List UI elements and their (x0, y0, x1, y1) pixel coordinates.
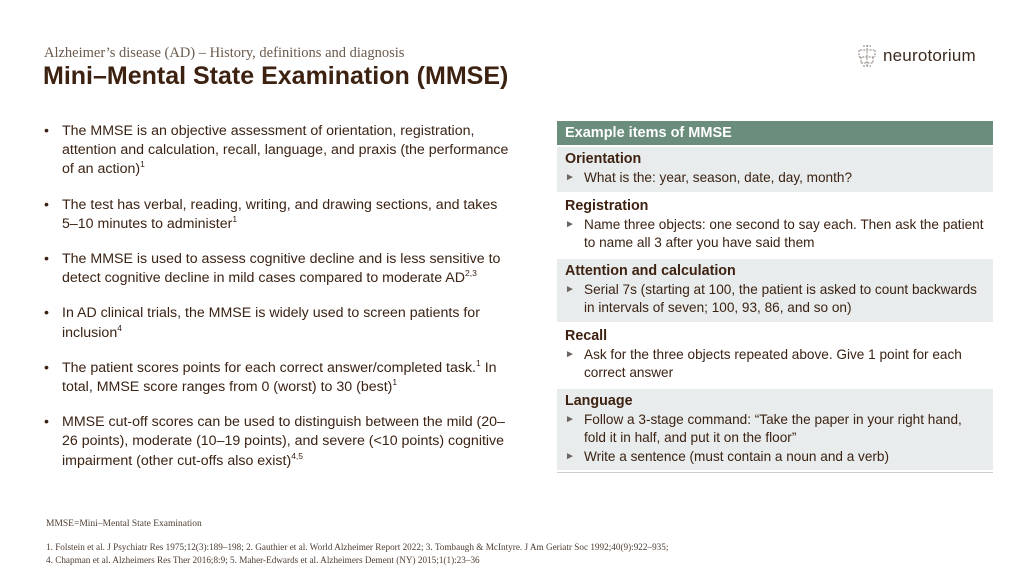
citation: 1 (140, 159, 145, 170)
section-item (565, 411, 985, 448)
bullet-list (44, 122, 514, 487)
bullet-item (44, 196, 514, 234)
bullet-item (44, 250, 514, 288)
section-title: Language (565, 392, 633, 409)
slide-subtitle: Alzheimer’s disease (AD) – History, definitions and diagnosis (44, 45, 405, 61)
bullet-glyph: • (44, 251, 49, 268)
table-section-registration (557, 194, 993, 259)
section-title: Orientation (565, 151, 642, 167)
citation: 1 (392, 377, 398, 388)
bullet-item (44, 122, 514, 180)
arrow-bullet-icon: ► (565, 283, 575, 295)
citation: 4 (117, 322, 122, 333)
neurotorium-logo (856, 44, 976, 68)
arrow-bullet-icon: ► (565, 348, 575, 360)
table-section-recall (557, 324, 993, 389)
bullet-text: MMSE cut-off scores can be used to distinguish between the mild (20–26 points), moderate (10–19 points), and severe (<10 points) cognitive impairment (other cut-offs also exist) (62, 414, 505, 469)
arrow-bullet-icon: ► (565, 413, 575, 425)
section-item-text: Ask for the three objects repeated above. Give 1 point for each correct answer (584, 346, 962, 380)
bullet-text: The test has verbal, reading, writing, and drawing sections, and takes 5–10 minutes to administer (62, 196, 498, 232)
bullet-item (44, 359, 514, 397)
section-item-text: Follow a 3-stage command: “Take the paper in your right hand, fold it in half, and put it on the floor” (584, 411, 962, 445)
abbreviation-note: MMSE=Mini–Mental State Examination (46, 519, 202, 529)
bullet-glyph: • (44, 305, 49, 322)
bullet-glyph: • (44, 414, 49, 431)
section-item (565, 216, 985, 253)
slide-title: Mini–Mental State Examination (MMSE) (43, 62, 509, 90)
references (46, 541, 668, 566)
section-item-text: Name three objects: one second to say each. Then ask the patient to name all 3 after you have said them (584, 216, 984, 250)
section-title: Attention and calculation (565, 262, 736, 279)
bullet-text: The MMSE is used to assess cognitive decline and is less sensitive to detect cognitive decline in mild cases compared to moderate AD (62, 251, 501, 287)
reference-line: 1. Folstein et al. J Psychiatr Res 1975;12(3):189–198; 2. Gauthier et al. World Alzheimer Report 2022; 3. Tombaugh & McIntyre. J Am Geriatr Soc 1992;40(9):922–935; (46, 542, 669, 552)
section-item-text: What is the: year, season, date, day, month? (584, 170, 852, 185)
logo-text: neurotorium (883, 46, 976, 65)
bullet-glyph: • (44, 196, 49, 213)
bullet-text: In AD clinical trials, the MMSE is widely used to screen patients for inclusion (62, 305, 480, 341)
reference-line: 4. Chapman et al. Alzheimers Res Ther 2016;8:9; 5. Maher-Edwards et al. Alzheimers Dement (NY) 2015;1(1):23–36 (46, 554, 480, 565)
table-header: Example items of MMSE (557, 121, 993, 145)
bullet-text: The MMSE is an objective assessment of orientation, registration, attention and calculation, recall, language, and praxis (the performance of an action) (62, 123, 509, 178)
citation: 1 (232, 213, 238, 224)
section-title: Recall (565, 327, 608, 344)
section-item (565, 281, 985, 318)
bullet-item (44, 304, 514, 342)
citation: 1 (476, 357, 481, 368)
section-item-text: Write a sentence (must contain a noun and a verb) (584, 448, 890, 464)
table-section-orientation (557, 147, 993, 194)
arrow-bullet-icon: ► (565, 218, 575, 230)
table-divider (557, 472, 993, 473)
brain-icon (856, 44, 878, 68)
citation: 2,3 (464, 268, 477, 279)
section-item-text: Serial 7s (starting at 100, the patient is asked to count backwards in intervals of seven; 100, 93, 86, and so on) (584, 281, 977, 315)
citation: 4,5 (291, 450, 304, 461)
table-section-language (557, 389, 993, 473)
arrow-bullet-icon: ► (565, 172, 575, 183)
section-item (565, 448, 985, 467)
bullet-text: In total, MMSE score ranges from 0 (worst) to 30 (best) (62, 359, 497, 396)
section-item (565, 169, 985, 188)
mmse-items-table (557, 121, 993, 473)
table-section-attention (557, 259, 993, 324)
bullet-text: The patient scores points for each correct answer/completed task. (62, 359, 477, 376)
bullet-glyph: • (44, 123, 49, 139)
section-title: Registration (565, 197, 649, 214)
arrow-bullet-icon: ► (565, 450, 575, 462)
bullet-item (44, 413, 514, 471)
bullet-glyph: • (44, 359, 49, 376)
section-item (565, 346, 985, 383)
